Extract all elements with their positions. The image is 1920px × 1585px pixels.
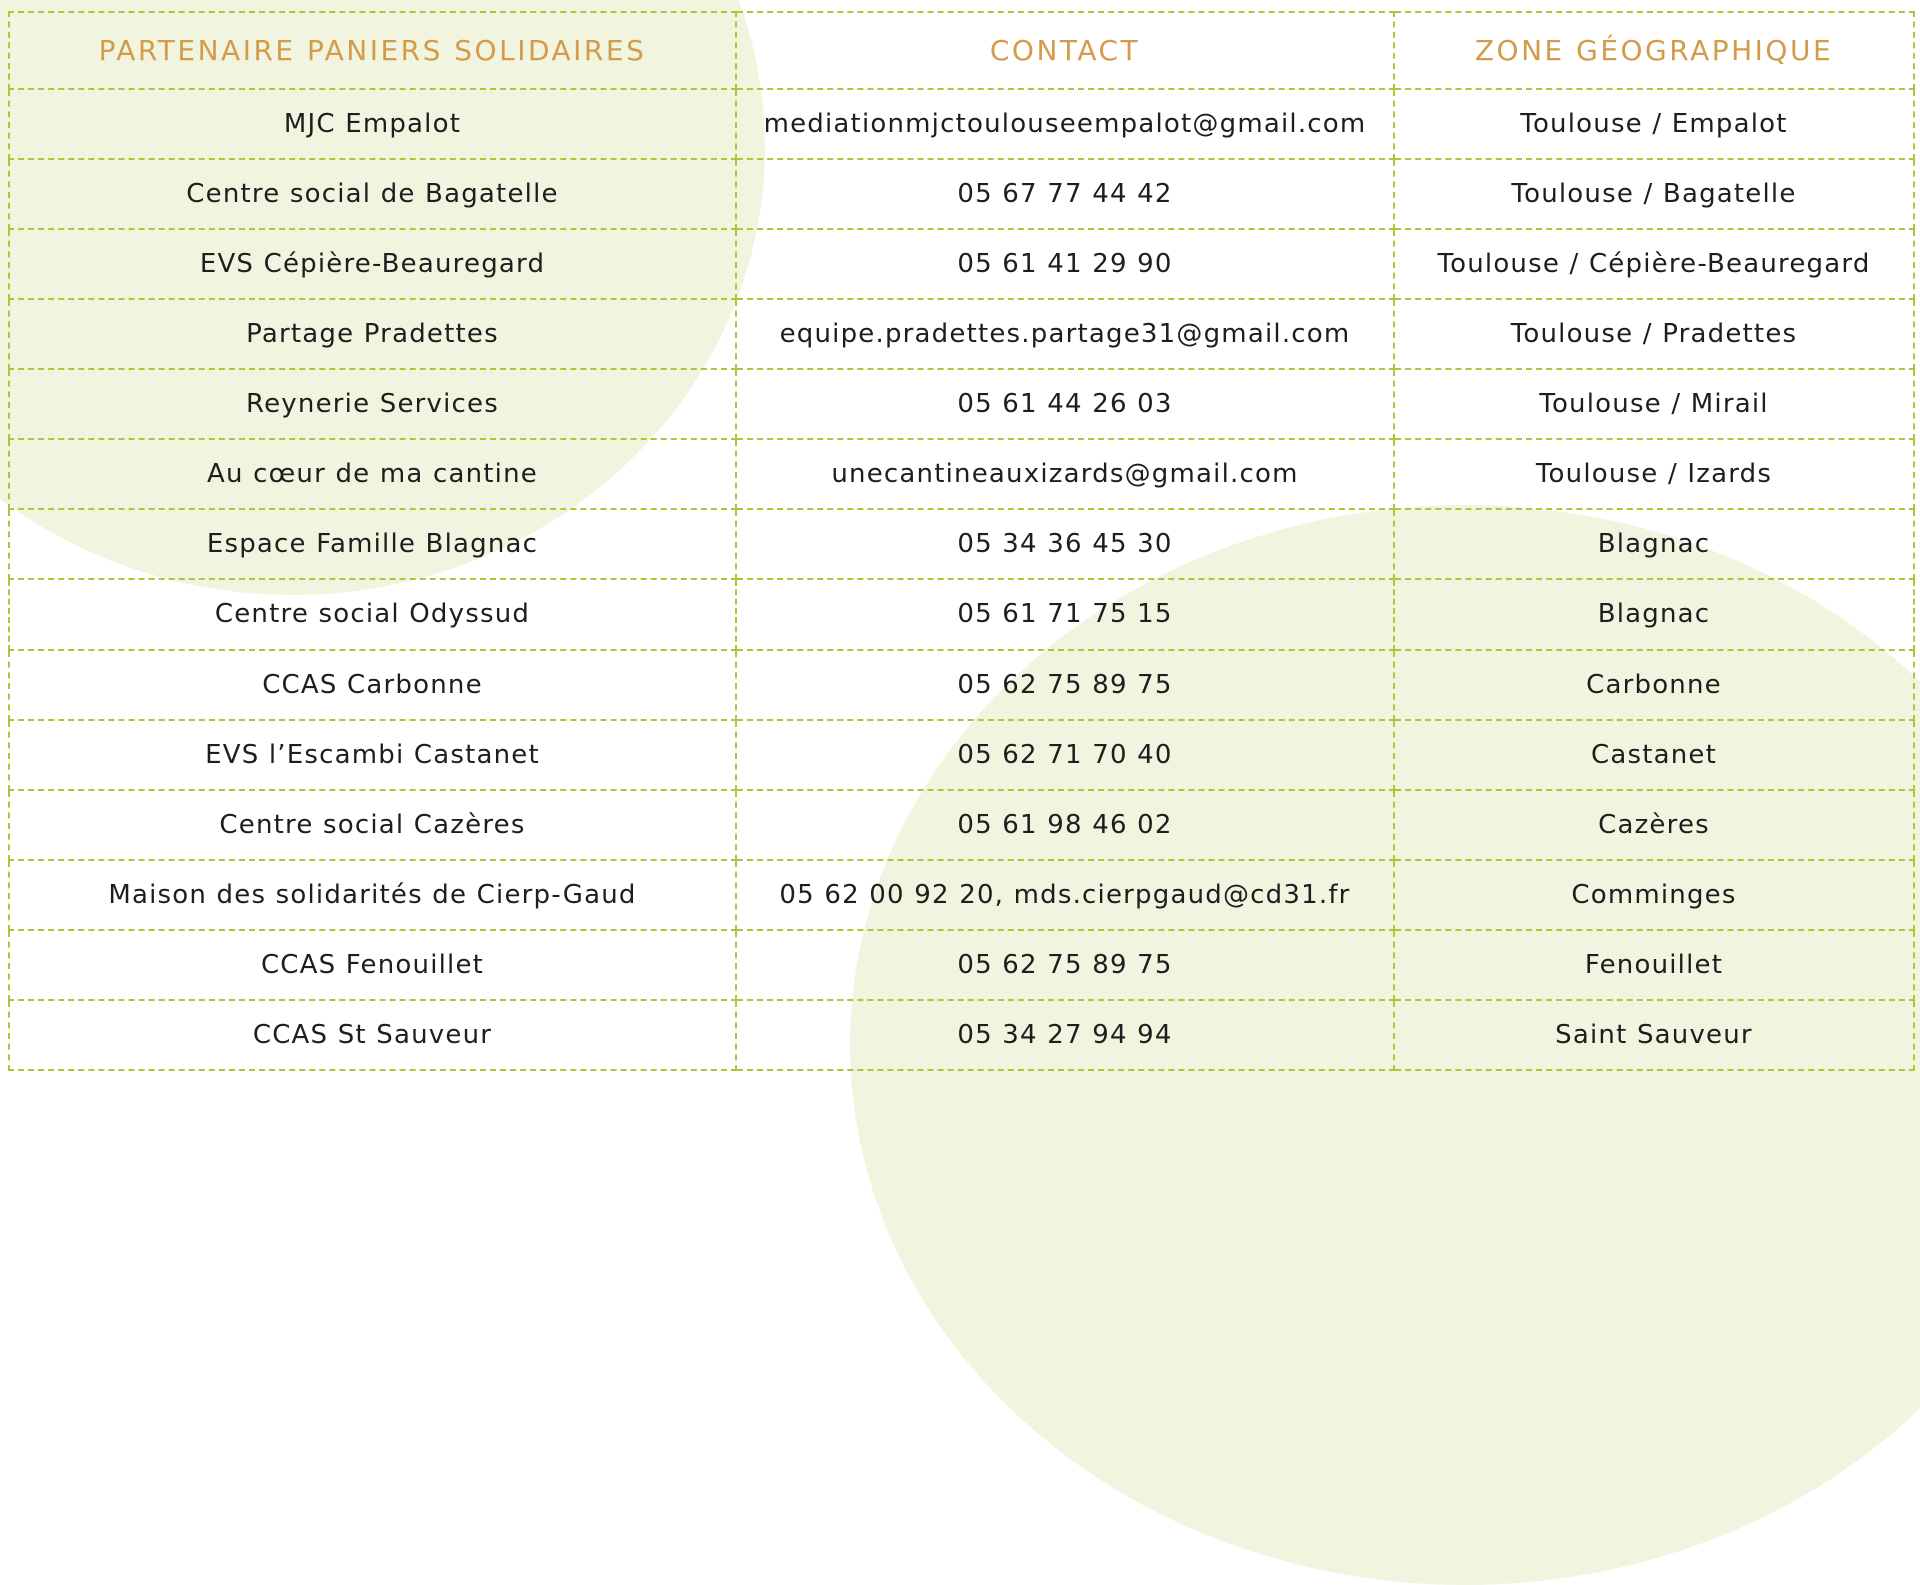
zone-cell: Saint Sauveur bbox=[1394, 1000, 1914, 1070]
contact-cell: 05 61 44 26 03 bbox=[736, 369, 1394, 439]
contact-cell: 05 67 77 44 42 bbox=[736, 159, 1394, 229]
table-row bbox=[9, 790, 1914, 860]
zone-cell: Blagnac bbox=[1394, 509, 1914, 579]
table-row bbox=[9, 860, 1914, 930]
contact-cell: 05 61 41 29 90 bbox=[736, 229, 1394, 299]
column-header-zone: ZONE GÉOGRAPHIQUE bbox=[1394, 12, 1914, 89]
table-row bbox=[9, 720, 1914, 790]
table-row bbox=[9, 89, 1914, 159]
table-header-row bbox=[9, 12, 1914, 89]
partner-cell: Centre social Odyssud bbox=[9, 579, 736, 649]
zone-cell: Blagnac bbox=[1394, 579, 1914, 649]
contact-cell: unecantineauxizards@gmail.com bbox=[736, 439, 1394, 509]
zone-cell: Toulouse / Bagatelle bbox=[1394, 159, 1914, 229]
partner-cell: Espace Famille Blagnac bbox=[9, 509, 736, 579]
zone-cell: Comminges bbox=[1394, 860, 1914, 930]
zone-cell: Fenouillet bbox=[1394, 930, 1914, 1000]
zone-cell: Toulouse / Empalot bbox=[1394, 89, 1914, 159]
partner-cell: CCAS Carbonne bbox=[9, 650, 736, 720]
table-row bbox=[9, 229, 1914, 299]
zone-cell: Toulouse / Mirail bbox=[1394, 369, 1914, 439]
partner-cell: MJC Empalot bbox=[9, 89, 736, 159]
column-header-contact: CONTACT bbox=[736, 12, 1394, 89]
partners-table bbox=[8, 11, 1915, 1071]
contact-cell: 05 61 71 75 15 bbox=[736, 579, 1394, 649]
contact-cell: 05 34 27 94 94 bbox=[736, 1000, 1394, 1070]
zone-cell: Toulouse / Izards bbox=[1394, 439, 1914, 509]
contact-cell: 05 62 00 92 20, mds.cierpgaud@cd31.fr bbox=[736, 860, 1394, 930]
column-header-partner: PARTENAIRE PANIERS SOLIDAIRES bbox=[9, 12, 736, 89]
partner-cell: Partage Pradettes bbox=[9, 299, 736, 369]
contact-cell: 05 62 75 89 75 bbox=[736, 930, 1394, 1000]
partner-cell: Reynerie Services bbox=[9, 369, 736, 439]
zone-cell: Castanet bbox=[1394, 720, 1914, 790]
partner-cell: Centre social de Bagatelle bbox=[9, 159, 736, 229]
contact-cell: 05 62 71 70 40 bbox=[736, 720, 1394, 790]
zone-cell: Cazères bbox=[1394, 790, 1914, 860]
table-row bbox=[9, 579, 1914, 649]
partner-cell: EVS l’Escambi Castanet bbox=[9, 720, 736, 790]
table-row bbox=[9, 439, 1914, 509]
partner-cell: Au cœur de ma cantine bbox=[9, 439, 736, 509]
contact-cell: 05 34 36 45 30 bbox=[736, 509, 1394, 579]
contact-cell: 05 62 75 89 75 bbox=[736, 650, 1394, 720]
table-row bbox=[9, 159, 1914, 229]
partner-cell: Maison des solidarités de Cierp-Gaud bbox=[9, 860, 736, 930]
zone-cell: Toulouse / Cépière-Beauregard bbox=[1394, 229, 1914, 299]
table-row bbox=[9, 369, 1914, 439]
table-row bbox=[9, 509, 1914, 579]
partner-cell: Centre social Cazères bbox=[9, 790, 736, 860]
table-row bbox=[9, 299, 1914, 369]
contact-cell: 05 61 98 46 02 bbox=[736, 790, 1394, 860]
table-row bbox=[9, 1000, 1914, 1070]
partner-cell: CCAS Fenouillet bbox=[9, 930, 736, 1000]
contact-cell: mediationmjctoulouseempalot@gmail.com bbox=[736, 89, 1394, 159]
table-row bbox=[9, 930, 1914, 1000]
contact-cell: equipe.pradettes.partage31@gmail.com bbox=[736, 299, 1394, 369]
zone-cell: Toulouse / Pradettes bbox=[1394, 299, 1914, 369]
zone-cell: Carbonne bbox=[1394, 650, 1914, 720]
partner-cell: CCAS St Sauveur bbox=[9, 1000, 736, 1070]
partner-cell: EVS Cépière-Beauregard bbox=[9, 229, 736, 299]
table-row bbox=[9, 650, 1914, 720]
